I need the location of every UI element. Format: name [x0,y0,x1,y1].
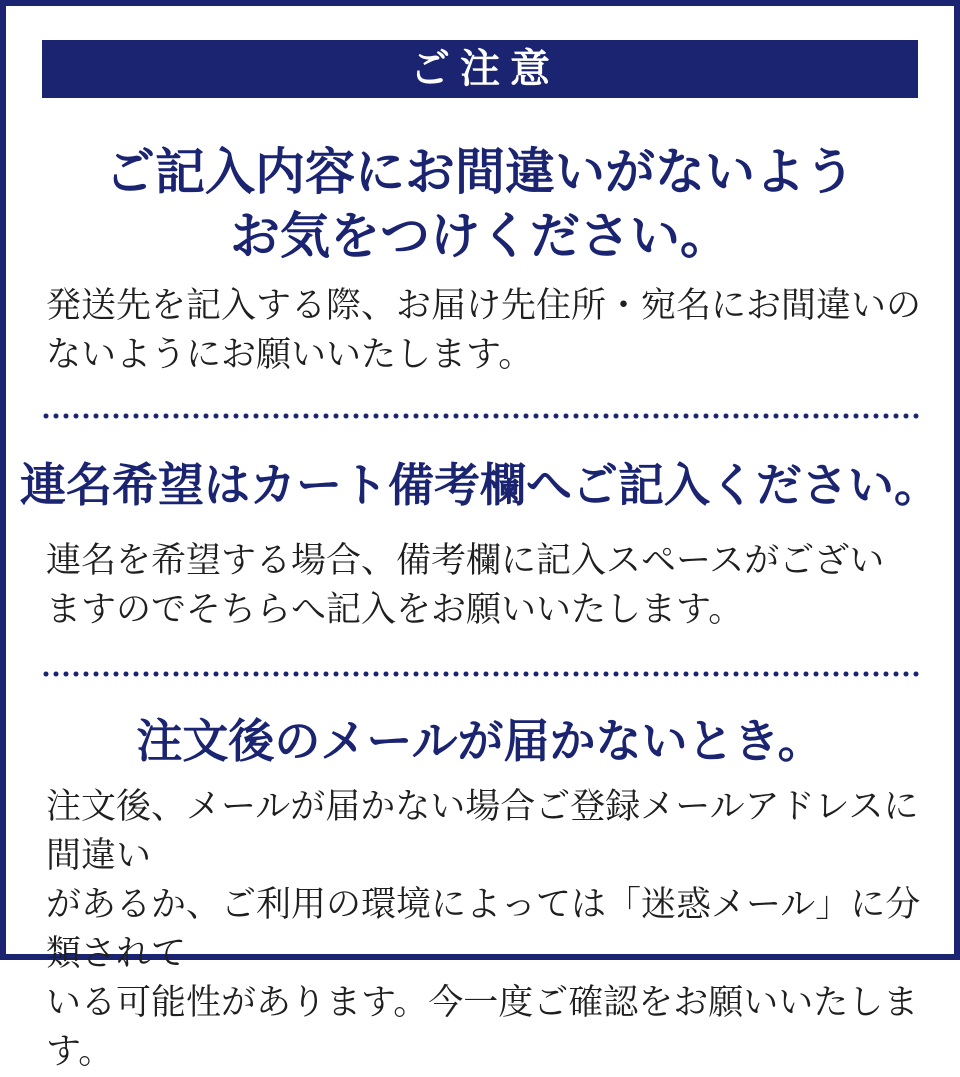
section-heading-line: 注文後のメールが届かないとき。 [136,714,824,768]
notice-header [42,40,918,98]
notice-section-missing-email [6,711,954,1077]
notice-section-entry-check [6,140,954,380]
section-heading [6,140,954,268]
dotted-divider [41,671,919,677]
section-body-line: 発送先を記入する際、お届け先住所・宛名にお間違いの [46,286,922,326]
section-body [6,783,954,1077]
section-body-line: 注文後、メールが届かない場合ご登録メールアドレスに間違い [46,787,919,876]
section-body-line: があるか、ご利用の環境によっては「迷惑メール」に分類されて [46,885,921,974]
dotted-divider [41,413,919,419]
section-heading-line: 連名希望はカート備考欄へご記入ください。 [20,458,940,512]
section-body-line: いる可能性があります。今一度ご確認をお願いいたします。 [46,983,919,1072]
section-body-line: 連名を希望する場合、備考欄に記入スペースがござい [46,541,885,581]
notice-section-joint-names [6,455,954,635]
section-heading [6,455,954,515]
section-body [6,537,954,635]
section-body-line: ますのでそちらへ記入をお願いいたします。 [46,590,744,630]
section-heading [6,711,954,771]
section-heading-line: ご記入内容にお間違いがないよう [105,143,855,201]
section-body-line: ないようにお願いいたします。 [46,335,534,375]
notice-title: ご注意 [410,46,560,92]
section-body [6,282,954,380]
section-heading-line: お気をつけください。 [230,207,730,265]
